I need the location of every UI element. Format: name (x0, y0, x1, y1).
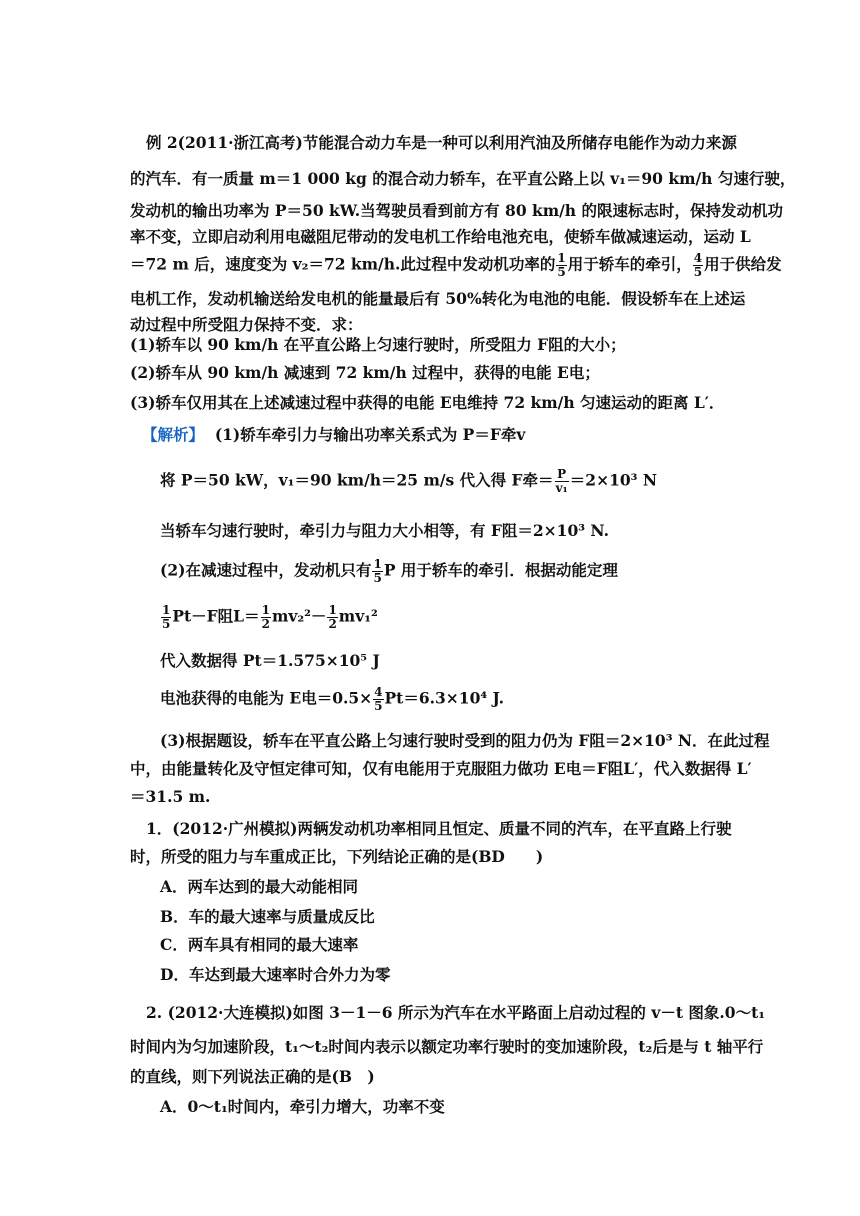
exercise1-line-2: 时，所受的阻力与车重成正比，下列结论正确的是(BD ) (130, 847, 544, 866)
solution-line-8: (3)根据题设，轿车在平直公路上匀速行驶时受到的阻力仍为 F阻＝2×10³ N．在此过程 (160, 731, 770, 750)
solution-text-5c: mv₁² (338, 606, 378, 626)
example-line-5 (130, 252, 782, 279)
solution-line-9: 中，由能量转化及守恒定律可知，仅有电能用于克服阻力做功 E电＝F阻L′，代入数据得 L′ (130, 759, 752, 778)
fraction-1-2 (261, 604, 271, 631)
solution-line-7 (160, 686, 504, 713)
solution-line-10: ＝31.5 m. (130, 787, 211, 806)
exercise1-option-a: A．两车达到的最大动能相同 (160, 877, 359, 896)
solution-text-1: (1)轿车牵引力与输出功率关系式为 P＝F牵v (214, 425, 526, 444)
example-line-3: 发动机的输出功率为 P＝50 kW.当驾驶员看到前方有 80 km/h 的限速标志时，保持发动机功 (130, 201, 783, 220)
frac-num: 1 (373, 557, 382, 571)
fraction-1-5 (161, 604, 171, 631)
frac-den: 5 (162, 617, 171, 631)
solution-line-5 (160, 604, 378, 631)
exercise1-option-c: C．两车具有相同的最大速率 (160, 935, 359, 954)
exercise2-line-3: 的直线，则下列说法正确的是(B ) (130, 1067, 375, 1086)
solution-tag: 【解析】 (142, 425, 205, 444)
example-line-7: 动过程中所受阻力保持不变．求： (130, 315, 363, 334)
exercise1-option-d: D．车达到最大速率时合外力为零 (160, 965, 391, 984)
question-2: (2)轿车从 90 km/h 减速到 72 km/h 过程中，获得的电能 E电； (130, 363, 600, 382)
exercise2-line-1: 2. (2012·大连模拟)如图 3－1－6 所示为汽车在水平路面上启动过程的 v－t 图象.0～t₁ (146, 1003, 766, 1022)
example-line-1: 例 2(2011·浙江高考)节能混合动力车是一种可以利用汽油及所储存电能作为动力来源 (146, 133, 737, 152)
frac-num: 1 (162, 603, 171, 617)
example-line-5c: 用于供给发 (704, 254, 782, 274)
exercise2-option-a: A．0～t₁时间内，牵引力增大，功率不变 (160, 1097, 445, 1116)
frac-den: 5 (557, 265, 566, 279)
frac-num: P (555, 468, 569, 482)
frac-num: 1 (261, 603, 270, 617)
solution-text-5a: Pt－F阻L＝ (172, 606, 260, 626)
solution-line-6: 代入数据得 Pt＝1.575×10⁵ J (160, 651, 380, 670)
solution-text-7b: Pt＝6.3×10⁴ J. (384, 688, 505, 708)
solution-line-2 (160, 468, 657, 495)
solution-text-5b: mv₂²－ (271, 606, 327, 626)
fraction-4-5 (373, 686, 383, 713)
solution-text-4a: (2)在减速过程中，发动机只有 (160, 560, 372, 580)
example-line-5a: ＝72 m 后，速度变为 v₂＝72 km/h.此过程中发动机功率的 (130, 254, 556, 274)
example-line-6: 电机工作，发动机输送给发电机的能量最后有 50%转化为电池的电能．假设轿车在上述运 (130, 289, 746, 308)
frac-den: 5 (373, 571, 382, 585)
example-line-2: 的汽车．有一质量 m＝1 000 kg 的混合动力轿车，在平直公路上以 v₁＝90 km/h 匀速行驶， (130, 169, 796, 188)
frac-den: 2 (261, 617, 270, 631)
solution-line-3: 当轿车匀速行驶时，牵引力与阻力大小相等，有 F阻＝2×10³ N. (160, 521, 610, 540)
solution-text-4b: P 用于轿车的牵引．根据动能定理 (383, 560, 618, 580)
fraction-1-2 (327, 604, 337, 631)
solution-text-7a: 电池获得的电能为 E电＝0.5× (160, 688, 373, 708)
frac-num: 4 (693, 251, 703, 265)
solution-line-1 (142, 424, 525, 446)
frac-den: 5 (693, 265, 703, 279)
exercise2-line-2: 时间内为匀加速阶段，t₁～t₂时间内表示以额定功率行驶时的变加速阶段，t₂后是与 t 轴平行 (130, 1037, 764, 1056)
frac-den: v₁ (555, 481, 568, 495)
solution-text-2b: ＝2×10³ N (569, 470, 657, 490)
exercise1-line-1: 1．(2012·广州模拟)两辆发动机功率相同且恒定、质量不同的汽车，在平直路上行驶 (146, 819, 732, 838)
exercise1-option-b: B．车的最大速率与质量成反比 (160, 907, 375, 926)
solution-line-4 (160, 558, 618, 585)
frac-num: 1 (328, 603, 337, 617)
example-line-5b: 用于轿车的牵引， (567, 254, 692, 274)
fraction-1-5 (372, 558, 382, 585)
question-1: (1)轿车以 90 km/h 在平直公路上匀速行驶时，所受阻力 F阻的大小； (130, 335, 626, 354)
fraction-P-v1 (555, 468, 569, 495)
frac-num: 1 (557, 251, 566, 265)
frac-num: 4 (374, 685, 383, 699)
frac-den: 2 (328, 617, 337, 631)
solution-text-2a: 将 P＝50 kW，v₁＝90 km/h＝25 m/s 代入得 F牵＝ (160, 470, 554, 490)
fraction-1-5 (556, 252, 566, 279)
fraction-4-5 (693, 252, 703, 279)
question-3: (3)轿车仅用其在上述减速过程中获得的电能 E电维持 72 km/h 匀速运动的距离 L′． (130, 393, 725, 412)
frac-den: 5 (374, 699, 383, 713)
example-line-4: 率不变，立即启动利用电磁阻尼带动的发电机工作给电池充电，使轿车做减速运动，运动 L (130, 227, 751, 246)
